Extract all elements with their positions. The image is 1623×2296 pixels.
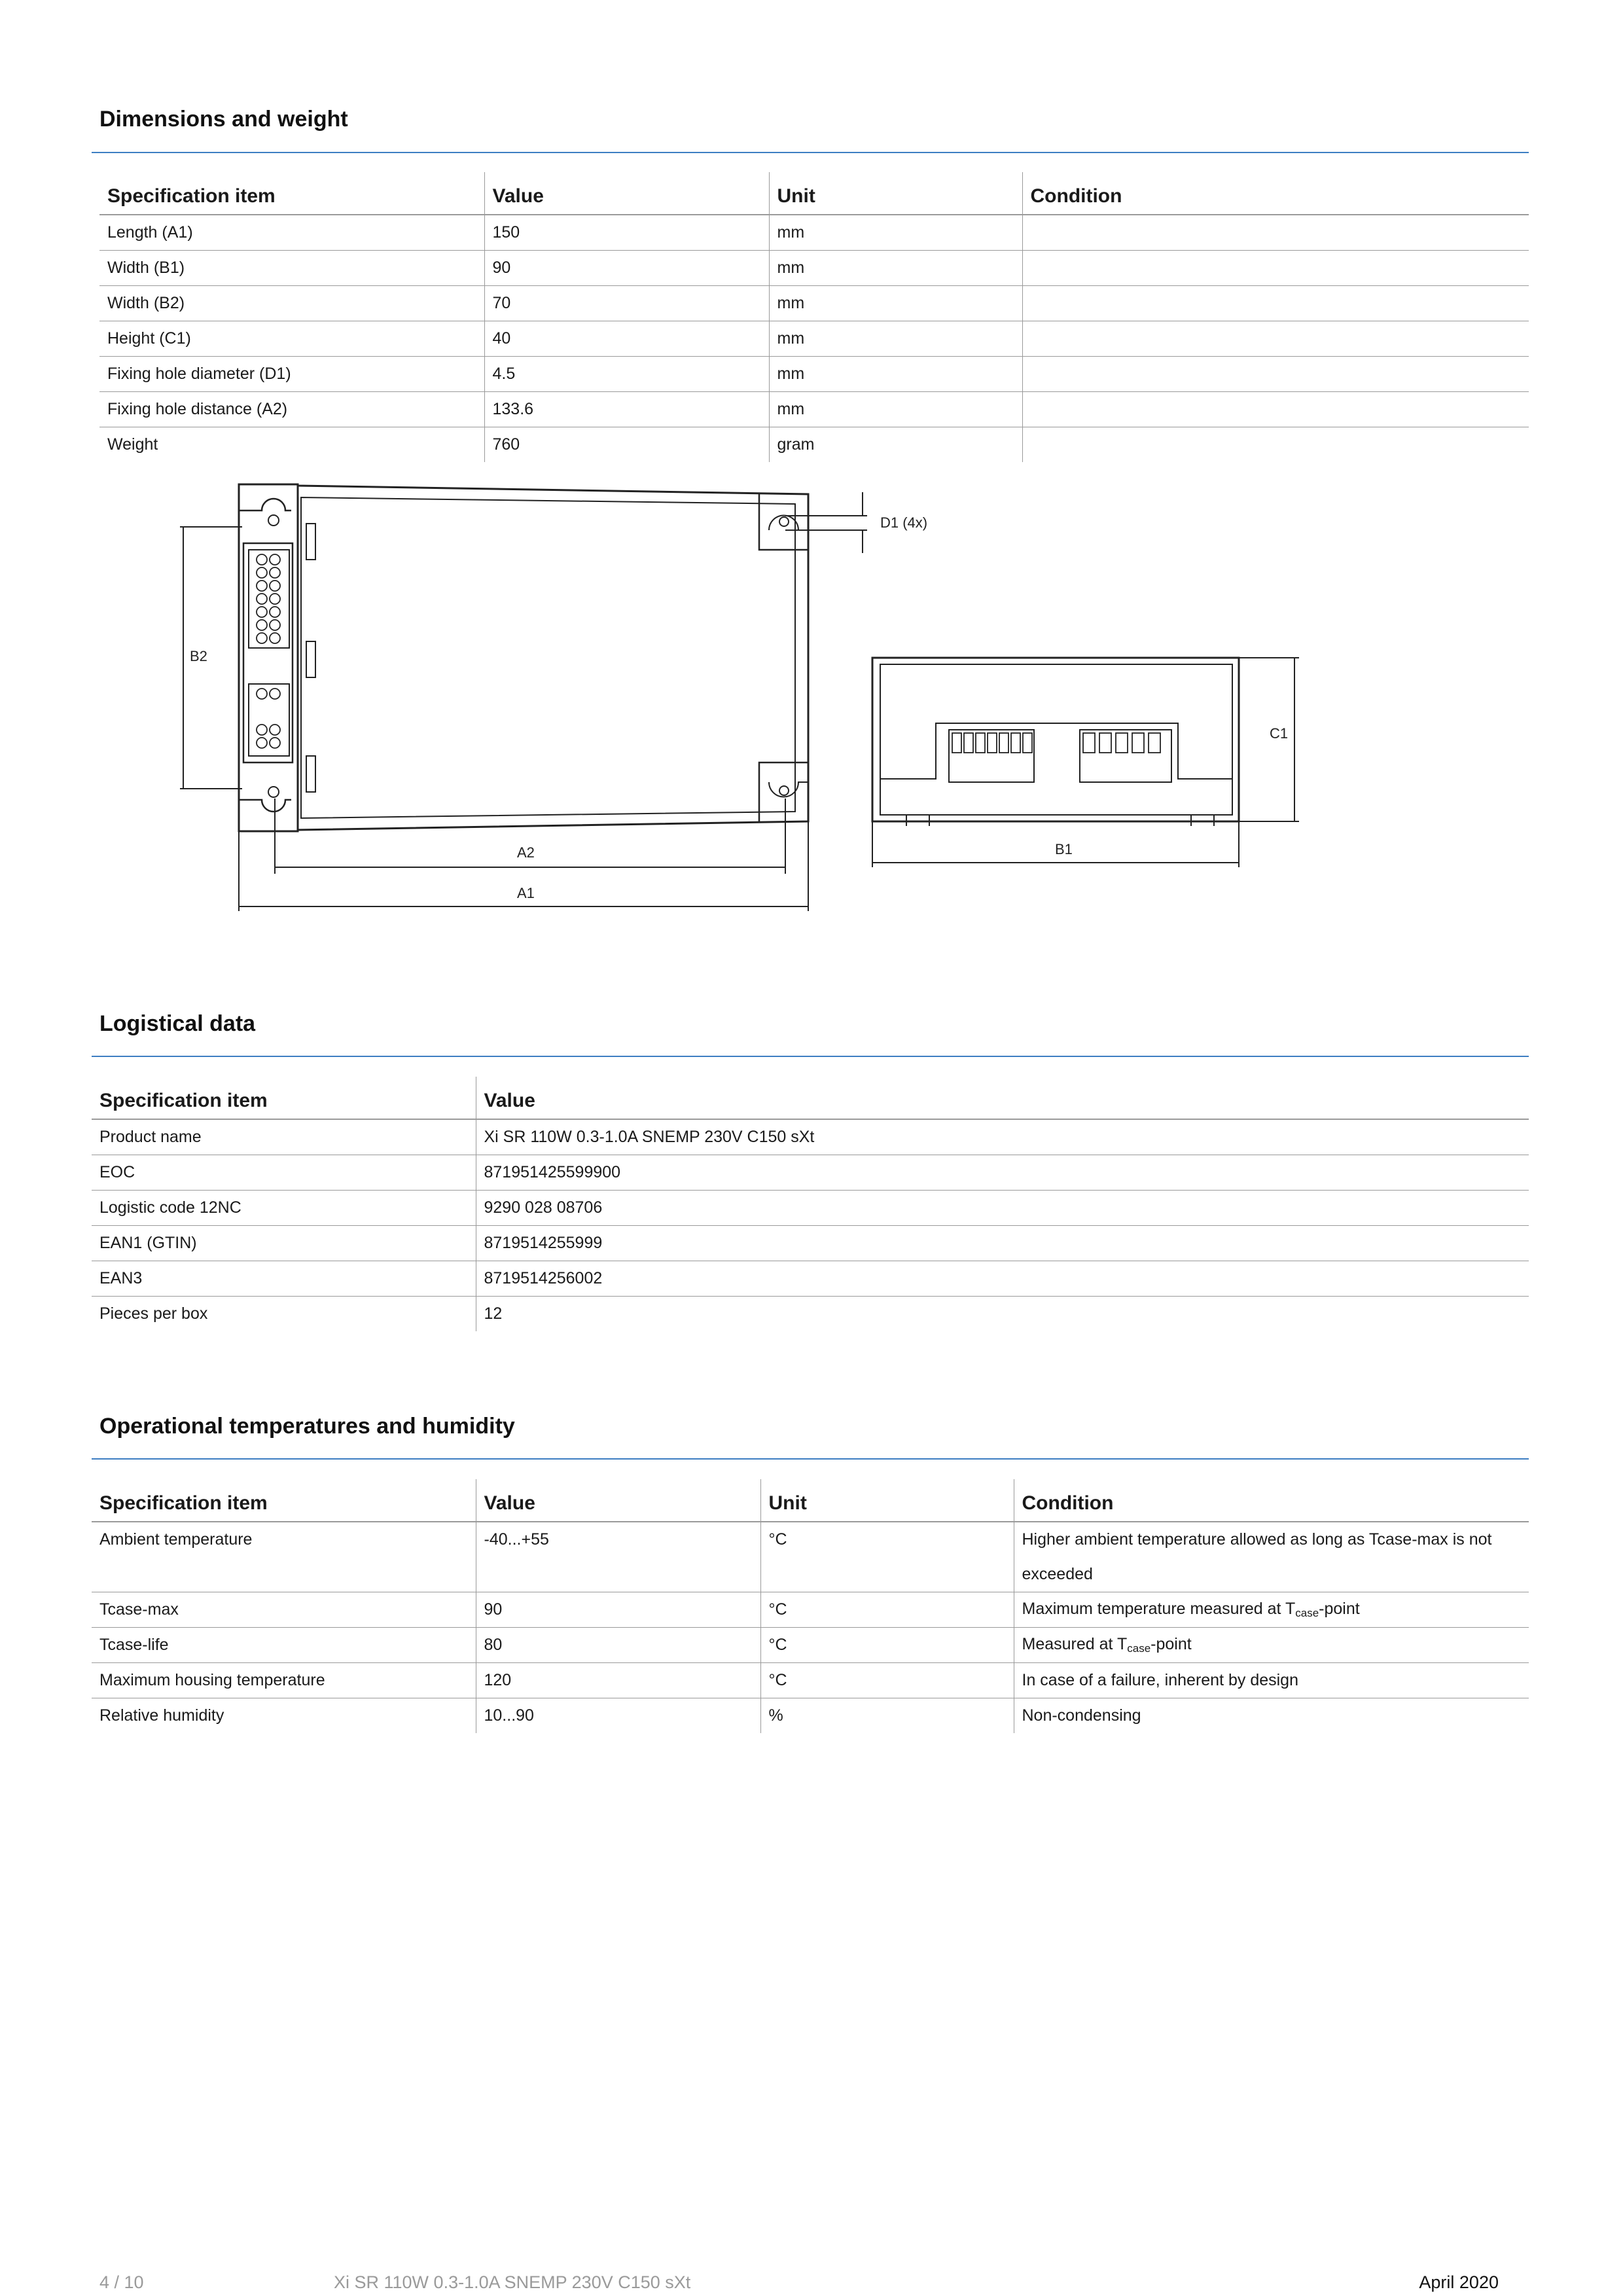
value-cell: 8719514255999 bbox=[476, 1226, 1529, 1261]
condition-text: Measured at T bbox=[1022, 1635, 1128, 1653]
label-b2: B2 bbox=[190, 648, 207, 664]
value-cell: 760 bbox=[484, 427, 769, 463]
unit-cell: % bbox=[760, 1698, 1014, 1734]
table-row bbox=[92, 1191, 1529, 1226]
column-header: Condition bbox=[1022, 172, 1529, 215]
table-row bbox=[92, 1663, 1529, 1698]
condition-cell bbox=[1014, 1628, 1529, 1663]
column-header: Specification item bbox=[92, 1479, 476, 1522]
dimension-drawing bbox=[0, 0, 1623, 969]
table-row bbox=[92, 1155, 1529, 1191]
value-cell: 90 bbox=[484, 251, 769, 286]
side-slots bbox=[306, 524, 315, 792]
side-terminals bbox=[952, 733, 1160, 753]
footer-product-name: Xi SR 110W 0.3-1.0A SNEMP 230V C150 sXt bbox=[334, 2272, 691, 2292]
table-header-row bbox=[92, 1479, 1529, 1522]
column-header: Value bbox=[476, 1479, 760, 1522]
label-d1: D1 (4x) bbox=[880, 514, 928, 531]
terminal-circles bbox=[257, 554, 280, 748]
section-rule bbox=[92, 1056, 1529, 1057]
spec-item-cell: Product name bbox=[92, 1119, 476, 1155]
spec-item-cell: Length (A1) bbox=[99, 215, 484, 251]
section-title-dimensions: Dimensions and weight bbox=[99, 107, 348, 132]
spec-item-cell: Width (B1) bbox=[99, 251, 484, 286]
value-cell: 80 bbox=[476, 1628, 760, 1663]
spec-item-cell: Tcase-max bbox=[92, 1592, 476, 1628]
spec-item-cell: Tcase-life bbox=[92, 1628, 476, 1663]
section-title-logistical: Logistical data bbox=[99, 1011, 256, 1036]
unit-cell: °C bbox=[760, 1522, 1014, 1592]
unit-cell: mm bbox=[769, 251, 1022, 286]
value-cell: 871951425599900 bbox=[476, 1155, 1529, 1191]
condition-text: -point bbox=[1150, 1635, 1192, 1653]
operational-table bbox=[92, 1479, 1529, 1733]
label-a2: A2 bbox=[517, 844, 535, 861]
table-row bbox=[92, 1628, 1529, 1663]
value-cell: 12 bbox=[476, 1297, 1529, 1332]
spec-item-cell: EAN3 bbox=[92, 1261, 476, 1297]
value-cell: 9290 028 08706 bbox=[476, 1191, 1529, 1226]
label-a1: A1 bbox=[517, 885, 535, 901]
subscript-text: case bbox=[1127, 1642, 1151, 1655]
table-row bbox=[92, 1592, 1529, 1628]
label-c1: C1 bbox=[1270, 725, 1289, 742]
condition-text: Maximum temperature measured at T bbox=[1022, 1600, 1296, 1618]
value-cell: 70 bbox=[484, 286, 769, 321]
column-header: Condition bbox=[1014, 1479, 1529, 1522]
condition-text: -point bbox=[1319, 1600, 1360, 1618]
d1-callout bbox=[785, 492, 867, 553]
condition-cell: Higher ambient temperature allowed as long as Tcase-max is not exceeded bbox=[1014, 1522, 1529, 1592]
table-row bbox=[92, 1226, 1529, 1261]
table-row bbox=[92, 1119, 1529, 1155]
table-header-row bbox=[92, 1077, 1529, 1119]
condition-cell: In case of a failure, inherent by design bbox=[1014, 1663, 1529, 1698]
condition-cell: Non-condensing bbox=[1014, 1698, 1529, 1734]
spec-item-cell: Maximum housing temperature bbox=[92, 1663, 476, 1698]
value-cell: -40...+55 bbox=[476, 1522, 760, 1592]
footer-page-number: 4 / 10 bbox=[99, 2272, 144, 2292]
spec-item-cell: Relative humidity bbox=[99, 1706, 224, 1725]
column-header: Specification item bbox=[92, 1077, 476, 1119]
spec-item-cell: Fixing hole distance (A2) bbox=[99, 392, 484, 427]
table-row bbox=[92, 1297, 1529, 1332]
column-header: Value bbox=[484, 172, 769, 215]
top-view-outline bbox=[239, 484, 808, 831]
spec-item-cell: Ambient temperature bbox=[92, 1522, 476, 1592]
unit-cell: mm bbox=[769, 321, 1022, 357]
unit-cell: °C bbox=[760, 1592, 1014, 1628]
spec-item-cell: EAN1 (GTIN) bbox=[92, 1226, 476, 1261]
side-view-outline bbox=[872, 658, 1239, 826]
unit-cell: mm bbox=[769, 215, 1022, 251]
value-cell: 40 bbox=[484, 321, 769, 357]
label-b1: B1 bbox=[1055, 841, 1073, 857]
spec-item-cell: EOC bbox=[92, 1155, 476, 1191]
value-cell: 133.6 bbox=[484, 392, 769, 427]
unit-cell: mm bbox=[769, 286, 1022, 321]
unit-cell: °C bbox=[760, 1628, 1014, 1663]
table-row bbox=[92, 1522, 1529, 1592]
value-cell: 150 bbox=[484, 215, 769, 251]
unit-cell: mm bbox=[769, 357, 1022, 392]
value-cell: Xi SR 110W 0.3-1.0A SNEMP 230V C150 sXt bbox=[476, 1119, 1529, 1155]
table-row bbox=[92, 1698, 1529, 1734]
spec-item-cell: Width (B2) bbox=[99, 286, 484, 321]
subscript-text: case bbox=[1295, 1607, 1319, 1619]
spec-item-cell: Height (C1) bbox=[99, 321, 484, 357]
value-cell: 4.5 bbox=[484, 357, 769, 392]
logistical-table bbox=[92, 1077, 1529, 1331]
spec-item-cell: Fixing hole diameter (D1) bbox=[99, 357, 484, 392]
value-cell: 8719514256002 bbox=[476, 1261, 1529, 1297]
unit-cell: gram bbox=[769, 427, 1022, 463]
footer-date: April 2020 bbox=[1419, 2272, 1499, 2292]
value-cell: 90 bbox=[476, 1592, 760, 1628]
spec-item-cell: Logistic code 12NC bbox=[92, 1191, 476, 1226]
section-title-operational: Operational temperatures and humidity bbox=[99, 1414, 515, 1439]
section-rule bbox=[92, 1458, 1529, 1460]
value-cell: 10...90 bbox=[476, 1698, 760, 1734]
column-header: Unit bbox=[769, 172, 1022, 215]
spec-item-cell: Pieces per box bbox=[99, 1304, 208, 1323]
unit-cell: mm bbox=[769, 392, 1022, 427]
condition-cell bbox=[1014, 1592, 1529, 1628]
column-header: Unit bbox=[760, 1479, 1014, 1522]
table-row bbox=[92, 1261, 1529, 1297]
spec-item-cell: Weight bbox=[107, 435, 158, 454]
unit-cell: °C bbox=[760, 1663, 1014, 1698]
value-cell: 120 bbox=[476, 1663, 760, 1698]
column-header: Value bbox=[476, 1077, 1529, 1119]
column-header: Specification item bbox=[99, 172, 484, 215]
